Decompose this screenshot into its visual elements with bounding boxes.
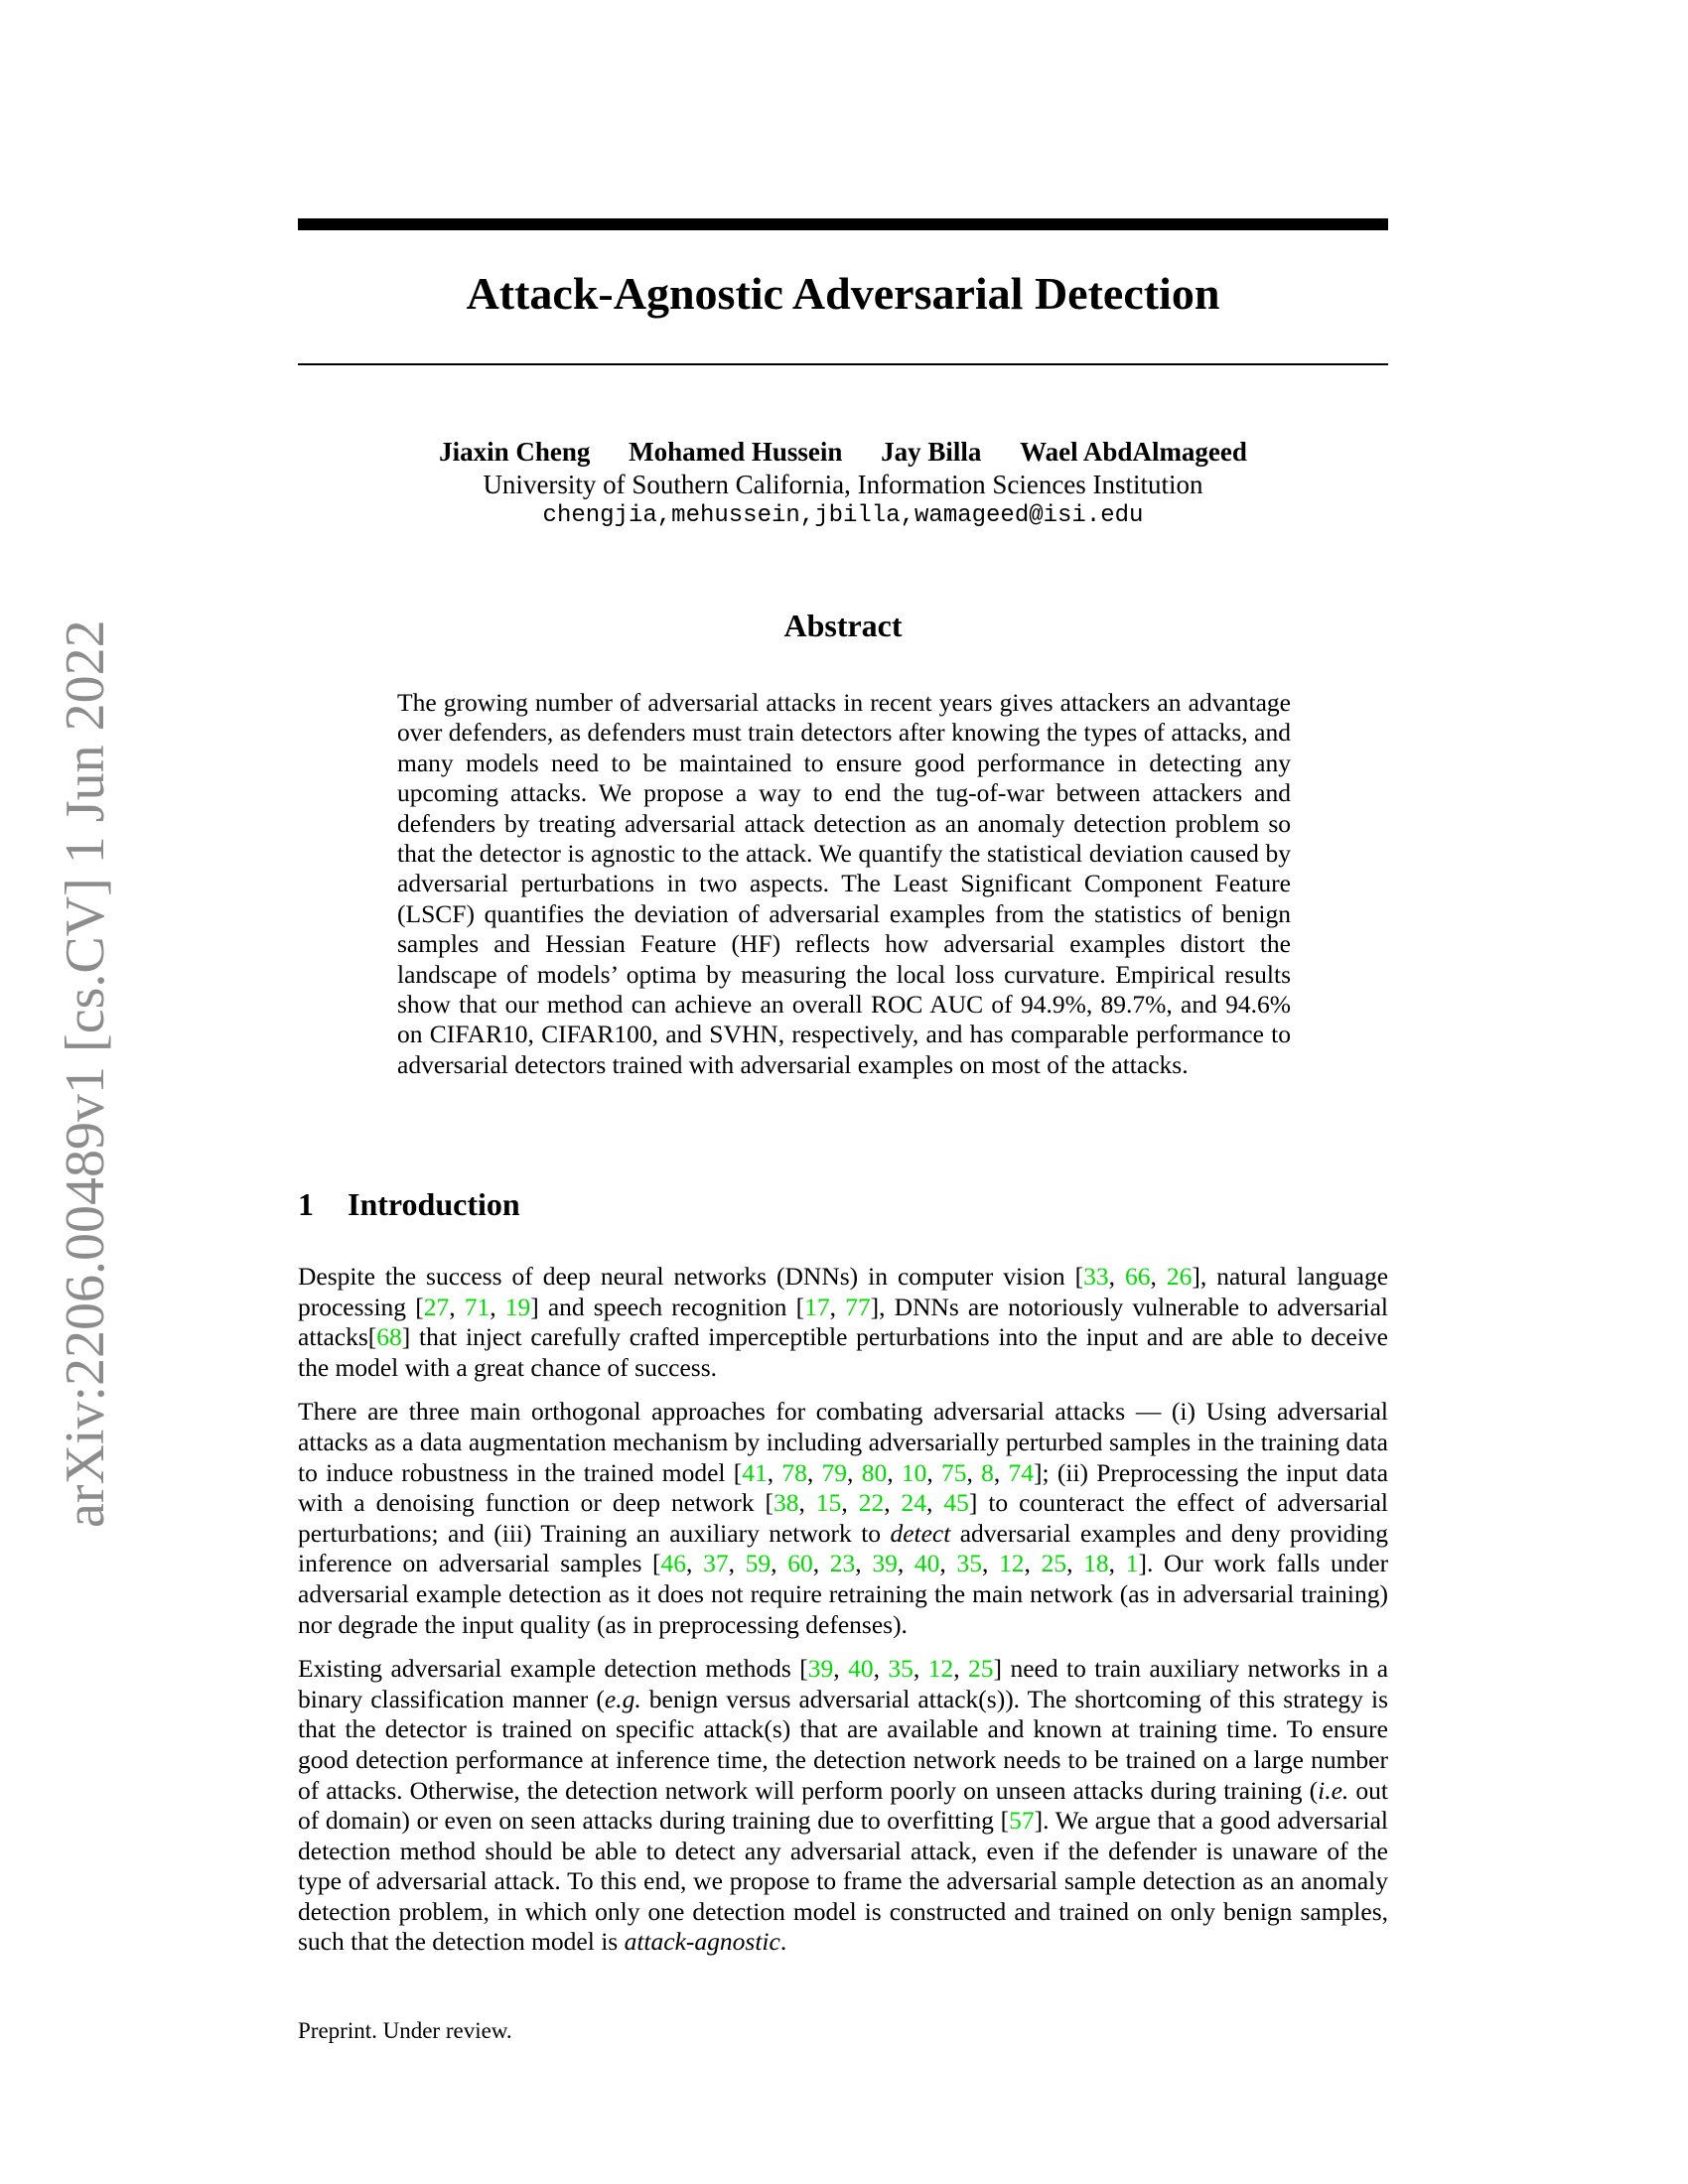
citation-link[interactable]: 59 — [745, 1549, 772, 1578]
citation-link[interactable]: 26 — [1166, 1262, 1193, 1291]
title-top-rule — [298, 218, 1388, 230]
body-text: , — [897, 1549, 914, 1578]
body-text: benign versus adversarial attack(s)). The shortcoming of this strategy is that the detector is trained on specific attack(s) that are available and known at training time. To ensure good detection performance at inference time, the detection network needs to be trained on a large number of attacks. Otherwise, the detection network will perform poorly on unseen attacks during training ( — [298, 1684, 1389, 1805]
body-text: ], DNNs are notoriously vulnerable to adversarial attacks[ — [298, 1292, 1389, 1352]
citation-link[interactable]: 10 — [901, 1457, 927, 1487]
citation-link[interactable]: 66 — [1124, 1262, 1151, 1291]
emphasis-text: e.g. — [604, 1684, 641, 1713]
body-text: , — [847, 1457, 862, 1487]
citation-link[interactable]: 12 — [927, 1654, 954, 1684]
citation-link[interactable]: 15 — [815, 1488, 842, 1518]
body-text: There are three main orthogonal approaches for combating adversarial attacks — (i) Using adversarial attacks as a data augmentation mechanism by including adversarially perturbed samples in the training data to induce robustness in the trained model [ — [298, 1397, 1388, 1487]
body-text: out of domain) or even on seen attacks during training due to overfitting [ — [298, 1775, 1389, 1836]
body-text: , — [829, 1292, 846, 1321]
citation-link[interactable]: 24 — [901, 1488, 927, 1518]
body-text: Despite the success of deep neural networks (DNNs) in computer vision [ — [298, 1262, 1084, 1291]
citation-link[interactable]: 39 — [872, 1549, 898, 1578]
citation-link[interactable]: 78 — [781, 1457, 807, 1487]
body-text: ]. We argue that a good adversarial detection method should be able to detect any adversarial attack, even if the defender is unaware of the type of adversarial attack. To this end, we propose to frame the adversarial sample detection as an anomaly detection problem, in which only one detection model is constructed and trained on only benign samples, such that the detection model is — [298, 1806, 1388, 1957]
citation-link[interactable]: 40 — [848, 1654, 874, 1684]
citation-link[interactable]: 77 — [845, 1292, 871, 1321]
citation-link[interactable]: 37 — [703, 1549, 729, 1578]
citation-link[interactable]: 45 — [943, 1488, 969, 1518]
citation-link[interactable]: 25 — [1041, 1549, 1067, 1578]
citation-link[interactable]: 40 — [914, 1549, 940, 1578]
author-name: Jay Billa — [881, 437, 982, 467]
author-name: Wael AbdAlmageed — [1020, 437, 1247, 467]
citation-link[interactable]: 1 — [1125, 1549, 1139, 1578]
body-text: adversarial examples and deny providing inference on adversarial samples [ — [298, 1518, 1389, 1578]
body-text: , — [926, 1457, 941, 1487]
body-text: , — [1108, 1262, 1125, 1291]
body-text: , — [490, 1292, 505, 1321]
citation-link[interactable]: 41 — [742, 1457, 768, 1487]
citation-link[interactable]: 23 — [829, 1549, 856, 1578]
body-text: ]. Our work falls under adversarial example detection as it does not require retraining the main network (as in adversarial training) nor degrade the input quality (as in preprocessing defenses). — [298, 1549, 1389, 1639]
introduction-body — [298, 1262, 1388, 1972]
citation-link[interactable]: 12 — [999, 1549, 1025, 1578]
body-text: , — [798, 1488, 816, 1518]
title-bottom-rule — [298, 363, 1388, 365]
citation-link[interactable]: 22 — [858, 1488, 885, 1518]
paper-title: Attack-Agnostic Adversarial Detection — [466, 268, 1220, 319]
body-text: , — [873, 1654, 889, 1684]
citation-link[interactable]: 39 — [807, 1654, 834, 1684]
citation-link[interactable]: 57 — [1009, 1806, 1035, 1836]
body-text: ]; (ii) Preprocessing the input data with a denoising function or deep network [ — [298, 1457, 1389, 1518]
arxiv-identifier: arXiv:2206.00489v1 [cs.CV] 1 Jun 2022 — [55, 619, 116, 1528]
body-text: , — [728, 1549, 746, 1578]
body-text: , — [855, 1549, 873, 1578]
emphasis-text: i.e. — [1318, 1775, 1349, 1805]
author-name: Jiaxin Cheng — [439, 437, 591, 467]
section-heading-introduction — [298, 1186, 520, 1223]
citation-link[interactable]: 71 — [464, 1292, 491, 1321]
body-text: . — [779, 1927, 787, 1957]
citation-link[interactable]: 75 — [940, 1457, 967, 1487]
citation-link[interactable]: 27 — [423, 1292, 450, 1321]
citation-link[interactable]: 46 — [660, 1549, 687, 1578]
body-text: Existing adversarial example detection methods [ — [298, 1654, 808, 1684]
citation-link[interactable]: 60 — [787, 1549, 813, 1578]
body-text: , — [884, 1488, 902, 1518]
body-text: , — [887, 1457, 902, 1487]
body-text: , — [966, 1457, 982, 1487]
abstract-heading: Abstract — [783, 608, 903, 643]
citation-link[interactable]: 35 — [888, 1654, 914, 1684]
body-text: ] need to train auxiliary networks in a binary classification manner ( — [298, 1654, 1389, 1713]
citation-link[interactable]: 17 — [804, 1292, 830, 1321]
body-text: , — [993, 1457, 1009, 1487]
body-text: , — [913, 1654, 928, 1684]
section-title: Introduction — [348, 1186, 520, 1222]
citation-link[interactable]: 80 — [861, 1457, 888, 1487]
body-text: , — [939, 1549, 957, 1578]
paragraph — [298, 1262, 1388, 1383]
emphasis-text: attack-agnostic — [624, 1927, 780, 1957]
body-text: , — [833, 1654, 849, 1684]
paragraph — [298, 1397, 1388, 1640]
paragraph — [298, 1654, 1388, 1958]
body-text: , — [767, 1457, 782, 1487]
citation-link[interactable]: 35 — [956, 1549, 982, 1578]
body-text: , — [686, 1549, 704, 1578]
emphasis-text: detect — [890, 1518, 951, 1548]
affiliation: University of Southern California, Information Sciences Institution — [483, 470, 1203, 499]
citation-link[interactable]: 38 — [774, 1488, 799, 1518]
body-text: , — [981, 1549, 1000, 1578]
body-text: ] that inject carefully crafted imperceptible perturbations into the input and are able to deceive the model with a great chance of success. — [298, 1322, 1388, 1382]
body-text: ], natural language processing [ — [298, 1262, 1389, 1321]
citation-link[interactable]: 8 — [981, 1457, 994, 1487]
author-name: Mohamed Hussein — [629, 437, 843, 467]
body-text: , — [1066, 1549, 1084, 1578]
footer-note: Preprint. Under review. — [298, 2018, 512, 2043]
body-text: , — [1150, 1262, 1167, 1291]
body-text: ] and speech recognition [ — [530, 1292, 805, 1321]
body-text: , — [926, 1488, 944, 1518]
citation-link[interactable]: 18 — [1083, 1549, 1109, 1578]
body-text: , — [449, 1292, 465, 1321]
body-text: , — [1024, 1549, 1042, 1578]
citation-link[interactable]: 33 — [1083, 1262, 1109, 1291]
author-list — [298, 437, 1388, 468]
section-number: 1 — [298, 1186, 314, 1222]
abstract-text: The growing number of adversarial attacks in recent years gives attackers an advantage over defenders, as defenders must train detectors after knowing the types of attacks, and many models need to be maintained to ensure good performance in detecting any upcoming attacks. We propose a way to end the tug-of-war between attackers and defenders by treating adversarial attack detection as an anomaly detection problem so that the detector is agnostic to the attack. We quantify the statistical deviation caused by adversarial perturbations in two aspects. The Least Significant Component Feature (LSCF) quantifies the deviation of adversarial examples from the statistics of benign samples and Hessian Feature (HF) reflects how adversarial examples distort the landscape of models’ optima by measuring the local loss curvature. Empirical results show that our method can achieve an overall ROC AUC of 94.9%, 89.7%, and 94.6% on CIFAR10, CIFAR100, and SVHN, respectively, and has comparable performance to adversarial detectors trained with adversarial examples on most of the attacks. — [397, 688, 1291, 1079]
body-text: , — [806, 1457, 822, 1487]
body-text: , — [812, 1549, 830, 1578]
citation-link[interactable]: 79 — [821, 1457, 848, 1487]
body-text: , — [841, 1488, 859, 1518]
body-text: ] to counteract the effect of adversarial perturbations; and (iii) Training an auxiliary network to — [298, 1488, 1388, 1548]
body-text: , — [1108, 1549, 1126, 1578]
body-text: , — [771, 1549, 788, 1578]
citation-link[interactable]: 68 — [376, 1322, 402, 1352]
body-text: , — [953, 1654, 969, 1684]
citation-link[interactable]: 25 — [968, 1654, 994, 1684]
citation-link[interactable]: 74 — [1008, 1457, 1034, 1487]
citation-link[interactable]: 19 — [504, 1292, 531, 1321]
author-emails: chengjia,mehussein,jbilla,wamageed@isi.edu — [542, 502, 1144, 529]
